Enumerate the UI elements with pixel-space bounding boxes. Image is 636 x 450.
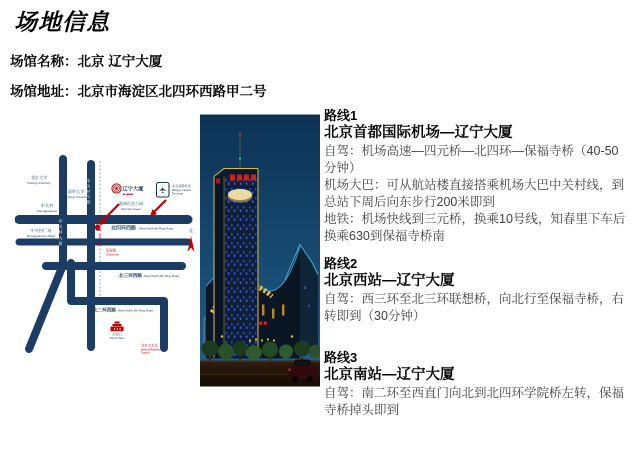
north-label: 北 (188, 228, 194, 233)
tower-side-face (214, 177, 224, 358)
route-3-label: 路线3 (324, 350, 358, 365)
airport-marker (157, 183, 191, 198)
airport-label-cn: 北京首都机场 (172, 184, 191, 188)
ring3-label-cn: 北三环西路 (119, 273, 142, 278)
route-2-label: 路线2 (324, 256, 358, 271)
photo-svg (200, 114, 320, 387)
hotel-logo-glyph (115, 187, 117, 190)
baofusi-bridge-label: 保福寺桥 (97, 219, 103, 250)
hotel-logo-text: 辽宁大厦 (122, 186, 144, 193)
airplane-icon: ✈ (158, 186, 168, 194)
peking-university-label-cn: 北京大学 (30, 175, 48, 180)
airport-label-en2: Terminal (172, 191, 183, 196)
taillight (289, 369, 291, 371)
tiananmen-door (114, 328, 115, 330)
tsinghua-label-en: Tsinghua University (62, 195, 90, 199)
ring4-label-cn: 北四环西路 (111, 225, 137, 232)
routes-panel (324, 108, 630, 419)
route-1-metro: 地铁：机场快线到三元桥，换乘10号线，知春里下车后换乘630到保福寺桥南 (324, 212, 626, 243)
venue-name-line (10, 50, 636, 70)
zhongguancun-plaza-label-cn: 中关村广场 (30, 228, 52, 233)
route-block-2 (324, 256, 630, 325)
hotel-logo-tagline-mark (123, 193, 125, 195)
ring2-label-cn: 北二环西路 (93, 307, 116, 313)
hotel-logo-tagline (126, 194, 133, 195)
railway-station-label-en2: Station (141, 350, 150, 355)
tiananmen-door (117, 328, 118, 330)
location-map-image (15, 115, 196, 385)
venue-name-value: 北京 辽宁大厦 (77, 54, 163, 69)
ring2-label-en: West North 2th Ring Road (118, 308, 153, 313)
road-diagonal (29, 265, 63, 349)
ring3-label-en: West North 3th Ring Road (144, 274, 179, 278)
peking-university-label-en: Peking University (27, 181, 51, 185)
map-svg (15, 115, 196, 385)
tiananmen-icon-top (115, 322, 120, 324)
hotel-night-photo (200, 114, 320, 387)
hotel-logo (112, 184, 144, 195)
tiananmen-label-en: Tian An Men (109, 337, 125, 340)
zhongguancun-east-road-label: 中关村东路 (86, 179, 92, 205)
arrow-airport-to-road (154, 200, 167, 213)
zhongguancun-label-en: Zhongguancun (36, 209, 58, 213)
route-block-3 (324, 350, 630, 419)
tower-dome (228, 189, 252, 200)
railway-station-label-cn: 北京火车站 (141, 343, 158, 348)
route-2-drive: 自驾：西三环至北三环联想桥，向北行至保福寺桥，右转即到（30分钟） (324, 292, 625, 323)
tiananmen-label-cn: 天安门 (111, 332, 123, 337)
tiananmen-icon-mid (113, 324, 122, 326)
route-3-title: 北京南站—辽宁大厦 (324, 367, 455, 383)
route-2-title: 北京西站—辽宁大厦 (324, 273, 455, 289)
zhongguancun-plaza-label-en: Zhongguancun Plaza (26, 234, 56, 238)
venue-address-value: 北京市海淀区北四环西路甲二号 (77, 84, 267, 99)
tsinghua-label-cn: 清华大学 (67, 189, 85, 194)
zhichun-road-label-en: Zhichunlu (106, 252, 120, 257)
route-3-drive: 自驾：南二环至西直门向北到北四环学院桥左转，保福寺桥掉头即到 (324, 386, 625, 417)
tiananmen-door (120, 328, 121, 330)
route-1-label: 路线1 (324, 108, 358, 123)
zhichun-road-label-cn: 知春路 (106, 248, 117, 253)
venue-address-line (10, 80, 636, 100)
airport-label-en1: Beijing Capital (172, 188, 191, 192)
venue-name-label: 场馆名称： (10, 54, 78, 69)
route-1-title: 北京首都国际机场—辽宁大厦 (324, 125, 513, 141)
tiananmen-marker (110, 322, 125, 341)
railway-station-label-en1: Beijing Railway (141, 347, 160, 352)
zhongguancun-street-label: 中关村大街 (58, 219, 64, 247)
route-1-shuttle: 机场大巴：可从航站楼直接搭乘机场大巴中关村线，到总站下周后向东步行200米即到 (324, 178, 625, 209)
olympic-green-label-cn: 奥林匹克公园 (119, 201, 143, 206)
olympic-green-label-en: Olympic Green (120, 207, 142, 211)
page-title: 场地信息 (14, 9, 110, 35)
ring4-label-en: West North4th Ring Road (139, 226, 174, 231)
route-block-1 (324, 108, 630, 245)
venue-address-label: 场馆地址： (10, 84, 78, 99)
zhongguancun-label-cn: 中关村 (40, 203, 54, 208)
route-1-drive: 自驾：机场高速—四元桥—北四环—保福寺桥（40-50分钟） (324, 144, 619, 175)
